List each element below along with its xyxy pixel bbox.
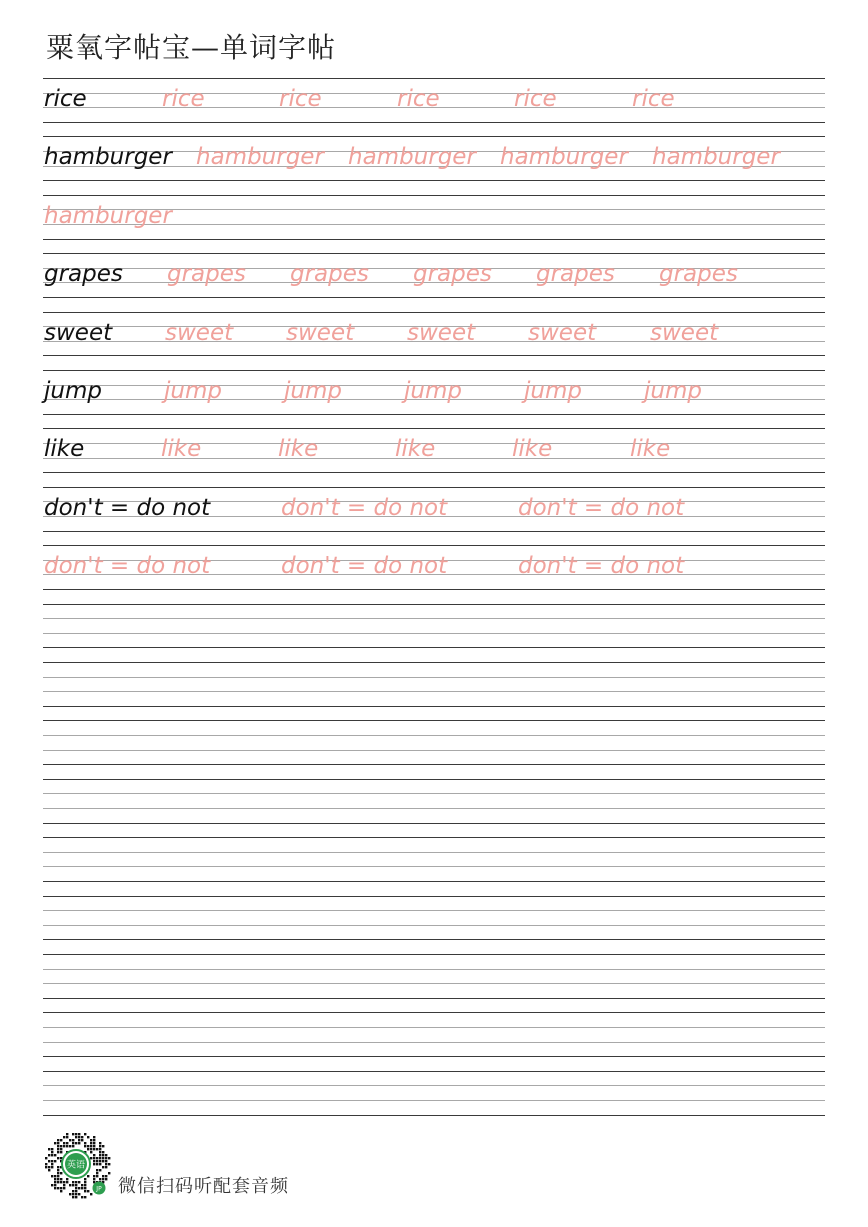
qr-module (51, 1175, 53, 1177)
qr-module (84, 1133, 86, 1135)
trace-word: hamburger (652, 144, 780, 171)
qr-module (66, 1145, 68, 1147)
qr-module (78, 1133, 80, 1135)
qr-module (81, 1184, 83, 1186)
qr-module (54, 1184, 56, 1186)
qr-module (54, 1181, 56, 1183)
qr-module (96, 1157, 98, 1159)
qr-module (84, 1145, 86, 1147)
qr-module (75, 1187, 77, 1189)
trace-word: jump (404, 378, 462, 404)
qr-module (78, 1193, 80, 1195)
ruling-line (43, 1012, 825, 1013)
qr-module (99, 1151, 101, 1153)
qr-module (48, 1148, 50, 1150)
qr-module (93, 1145, 95, 1147)
qr-module (87, 1136, 89, 1138)
ruling-line (43, 662, 825, 663)
trace-word: like (395, 436, 436, 463)
qr-module (57, 1139, 59, 1141)
qr-module (60, 1145, 62, 1147)
qr-module (54, 1160, 56, 1162)
ruling-line (43, 910, 825, 911)
ruling-line (43, 779, 825, 780)
ruling-line (43, 355, 825, 356)
qr-module (75, 1196, 77, 1198)
trace-word: rice (397, 86, 440, 112)
page-title: 粟氧字帖宝—单词字帖 (46, 31, 337, 64)
ruling-line (43, 136, 825, 137)
trace-word: grapes (536, 261, 615, 288)
ruling-line (43, 1042, 825, 1043)
trace-word: don't = do not (518, 553, 685, 580)
ruling-line (43, 472, 825, 473)
trace-word: like (512, 436, 553, 463)
model-word: grapes (44, 261, 123, 288)
trace-word: hamburger (44, 202, 172, 229)
qr-module (48, 1154, 50, 1156)
trace-word: rice (162, 86, 205, 112)
qr-module (57, 1181, 59, 1183)
model-word: don't = do not (44, 494, 211, 521)
trace-word: don't = do not (281, 553, 448, 580)
ruling-line (43, 633, 825, 634)
ruling-line (43, 647, 825, 648)
qr-module (93, 1175, 95, 1177)
writing-lines (43, 0, 825, 1227)
trace-word: jump (164, 378, 222, 404)
qr-module (102, 1160, 104, 1162)
trace-word: rice (632, 86, 675, 112)
ruling-line (43, 604, 825, 605)
qr-module (51, 1151, 53, 1153)
qr-module (99, 1154, 101, 1156)
qr-module (108, 1172, 110, 1174)
qr-module (72, 1184, 74, 1186)
qr-module (81, 1139, 83, 1141)
trace-word: grapes (659, 261, 738, 288)
qr-module (93, 1136, 95, 1138)
qr-module (66, 1181, 68, 1183)
qr-module (72, 1133, 74, 1135)
trace-word: grapes (167, 261, 246, 288)
trace-word: sweet (528, 319, 597, 346)
qr-module (60, 1178, 62, 1180)
ruling-line (43, 866, 825, 867)
qr-module (99, 1145, 101, 1147)
ruling-line (43, 312, 825, 313)
qr-module (99, 1169, 101, 1171)
ruling-line (43, 720, 825, 721)
qr-module (72, 1142, 74, 1144)
qr-module (96, 1169, 98, 1171)
ruling-line (43, 370, 825, 371)
ruling-line (43, 545, 825, 546)
qr-module (63, 1187, 65, 1189)
qr-module (99, 1142, 101, 1144)
qr-module (75, 1133, 77, 1135)
trace-word: grapes (413, 261, 492, 288)
ruling-line (43, 487, 825, 488)
trace-word: rice (279, 86, 322, 112)
qr-module (102, 1178, 104, 1180)
ruling-line (43, 253, 825, 254)
ruling-line (43, 881, 825, 882)
qr-module (84, 1187, 86, 1189)
qr-module (54, 1142, 56, 1144)
qr-module (96, 1175, 98, 1177)
qr-module (93, 1148, 95, 1150)
qr-module (57, 1148, 59, 1150)
qr-module (99, 1160, 101, 1162)
ruling-line (43, 925, 825, 926)
trace-word: sweet (407, 319, 476, 346)
ruling-line (43, 618, 825, 619)
qr-module (81, 1196, 83, 1198)
qr-module (108, 1157, 110, 1159)
qr-module (96, 1148, 98, 1150)
qr-module (54, 1187, 56, 1189)
trace-word: grapes (290, 261, 369, 288)
qr-module (63, 1184, 65, 1186)
ruling-line (43, 823, 825, 824)
qr-module (84, 1184, 86, 1186)
qr-module (69, 1193, 71, 1195)
trace-word: jump (524, 378, 582, 404)
qr-module (102, 1157, 104, 1159)
qr-module (96, 1160, 98, 1162)
qr-module (78, 1136, 80, 1138)
qr-module (84, 1178, 86, 1180)
qr-module (108, 1163, 110, 1165)
qr-module (51, 1163, 53, 1165)
qr-module (60, 1190, 62, 1192)
ruling-line (43, 1027, 825, 1028)
qr-module (81, 1187, 83, 1189)
qr-module (99, 1157, 101, 1159)
trace-word: rice (514, 86, 557, 112)
qr-module (99, 1178, 101, 1180)
ruling-line (43, 852, 825, 853)
qr-module (54, 1154, 56, 1156)
qr-module (72, 1193, 74, 1195)
qr-module (51, 1154, 53, 1156)
qr-module (102, 1154, 104, 1156)
qr-module (66, 1136, 68, 1138)
qr-module (90, 1148, 92, 1150)
model-word: jump (44, 378, 102, 404)
qr-module (87, 1175, 89, 1177)
qr-module (78, 1142, 80, 1144)
qr-module (63, 1181, 65, 1183)
qr-module (60, 1172, 62, 1174)
qr-module (93, 1157, 95, 1159)
qr-module (84, 1142, 86, 1144)
qr-module (57, 1178, 59, 1180)
model-word: sweet (44, 319, 113, 346)
trace-word: don't = do not (44, 553, 211, 580)
qr-module (90, 1151, 92, 1153)
ruling-line (43, 180, 825, 181)
qr-module (75, 1181, 77, 1183)
qr-module (48, 1160, 50, 1162)
trace-word: hamburger (196, 144, 324, 171)
ruling-line (43, 1071, 825, 1072)
qr-module (93, 1163, 95, 1165)
footer (40, 1124, 340, 1204)
qr-module (45, 1157, 47, 1159)
trace-word: hamburger (500, 144, 628, 171)
qr-module (54, 1178, 56, 1180)
footer-audio-hint: 微信扫码听配套音频 (118, 1176, 289, 1197)
qr-module (105, 1175, 107, 1177)
qr-module (45, 1166, 47, 1168)
ruling-line (43, 969, 825, 970)
qr-module (69, 1145, 71, 1147)
qr-module (72, 1145, 74, 1147)
ruling-line (43, 1085, 825, 1086)
qr-module (66, 1133, 68, 1135)
qr-module (99, 1163, 101, 1165)
qr-module (63, 1142, 65, 1144)
qr-module (48, 1166, 50, 1168)
ruling-line (43, 297, 825, 298)
ruling-line (43, 706, 825, 707)
qr-module (75, 1142, 77, 1144)
qr-module (57, 1145, 59, 1147)
ruling-line (43, 428, 825, 429)
ruling-line (43, 1115, 825, 1116)
qr-module (105, 1154, 107, 1156)
qr-module (75, 1184, 77, 1186)
trace-word: hamburger (348, 144, 476, 171)
ruling-line (43, 998, 825, 999)
qr-module (105, 1166, 107, 1168)
ruling-line (43, 954, 825, 955)
qr-module (78, 1187, 80, 1189)
qr-module (93, 1154, 95, 1156)
qr-module (60, 1151, 62, 1153)
model-word: hamburger (44, 144, 172, 171)
qr-module (102, 1175, 104, 1177)
trace-word: don't = do not (281, 494, 448, 521)
qr-module (57, 1187, 59, 1189)
qr-module (78, 1181, 80, 1183)
qr-module (57, 1166, 59, 1168)
ruling-line (43, 793, 825, 794)
qr-module (87, 1145, 89, 1147)
ruling-line (43, 677, 825, 678)
qr-badge-label: 英语 (66, 1160, 86, 1171)
qr-module (84, 1181, 86, 1183)
qr-module (105, 1157, 107, 1159)
qr-module (57, 1151, 59, 1153)
qr-module (51, 1148, 53, 1150)
qr-module (51, 1160, 53, 1162)
qr-module (51, 1166, 53, 1168)
qr-code-icon[interactable] (40, 1128, 112, 1200)
qr-module (57, 1142, 59, 1144)
qr-module (69, 1184, 71, 1186)
ruling-line (43, 414, 825, 415)
ruling-line (43, 589, 825, 590)
qr-module (57, 1157, 59, 1159)
qr-module (102, 1145, 104, 1147)
qr-module (72, 1139, 74, 1141)
qr-module (105, 1160, 107, 1162)
ruling-line (43, 896, 825, 897)
qr-module (72, 1181, 74, 1183)
qr-module (72, 1196, 74, 1198)
qr-module (66, 1178, 68, 1180)
trace-word: jump (284, 378, 342, 404)
ruling-line (43, 122, 825, 123)
model-word: like (44, 436, 85, 463)
trace-word: sweet (165, 319, 234, 346)
qr-module (57, 1175, 59, 1177)
qr-module (90, 1142, 92, 1144)
qr-module (93, 1178, 95, 1180)
trace-word: like (630, 436, 671, 463)
qr-module (105, 1163, 107, 1165)
ruling-line (43, 78, 825, 79)
ruling-line (43, 764, 825, 765)
ruling-line (43, 531, 825, 532)
qr-module (93, 1139, 95, 1141)
ruling-line (43, 837, 825, 838)
qr-module (78, 1139, 80, 1141)
ruling-line (43, 808, 825, 809)
ruling-line (43, 983, 825, 984)
trace-word: don't = do not (518, 494, 685, 521)
qr-module (60, 1148, 62, 1150)
qr-module (75, 1136, 77, 1138)
qr-module (75, 1193, 77, 1195)
qr-module (96, 1163, 98, 1165)
qr-module (87, 1148, 89, 1150)
qr-module (54, 1175, 56, 1177)
qr-module (84, 1196, 86, 1198)
qr-corner-label: JP (96, 1185, 102, 1193)
qr-module (90, 1193, 92, 1195)
qr-module (69, 1139, 71, 1141)
ruling-line (43, 239, 825, 240)
qr-module (96, 1172, 98, 1174)
qr-module (102, 1151, 104, 1153)
qr-module (57, 1169, 59, 1171)
ruling-line (43, 195, 825, 196)
qr-module (45, 1163, 47, 1165)
ruling-line (43, 735, 825, 736)
qr-module (87, 1190, 89, 1192)
qr-module (60, 1187, 62, 1189)
qr-module (60, 1181, 62, 1183)
model-word: rice (44, 86, 87, 112)
qr-module (84, 1190, 86, 1192)
qr-module (93, 1160, 95, 1162)
trace-word: like (161, 436, 202, 463)
qr-module (99, 1148, 101, 1150)
qr-module (75, 1190, 77, 1192)
ruling-line (43, 939, 825, 940)
ruling-line (43, 1100, 825, 1101)
qr-module (57, 1172, 59, 1174)
qr-module (48, 1169, 50, 1171)
trace-word: sweet (286, 319, 355, 346)
qr-module (63, 1145, 65, 1147)
ruling-line (43, 691, 825, 692)
qr-module (66, 1142, 68, 1144)
qr-module (102, 1166, 104, 1168)
qr-module (72, 1190, 74, 1192)
trace-word: like (278, 436, 319, 463)
trace-word: jump (644, 378, 702, 404)
trace-word: sweet (650, 319, 719, 346)
qr-module (90, 1139, 92, 1141)
qr-module (90, 1157, 92, 1159)
ruling-line (43, 1056, 825, 1057)
qr-module (90, 1145, 92, 1147)
qr-module (93, 1142, 95, 1144)
qr-module (60, 1139, 62, 1141)
qr-module (63, 1136, 65, 1138)
qr-module (81, 1136, 83, 1138)
qr-module (105, 1178, 107, 1180)
qr-module (51, 1184, 53, 1186)
ruling-line (43, 750, 825, 751)
